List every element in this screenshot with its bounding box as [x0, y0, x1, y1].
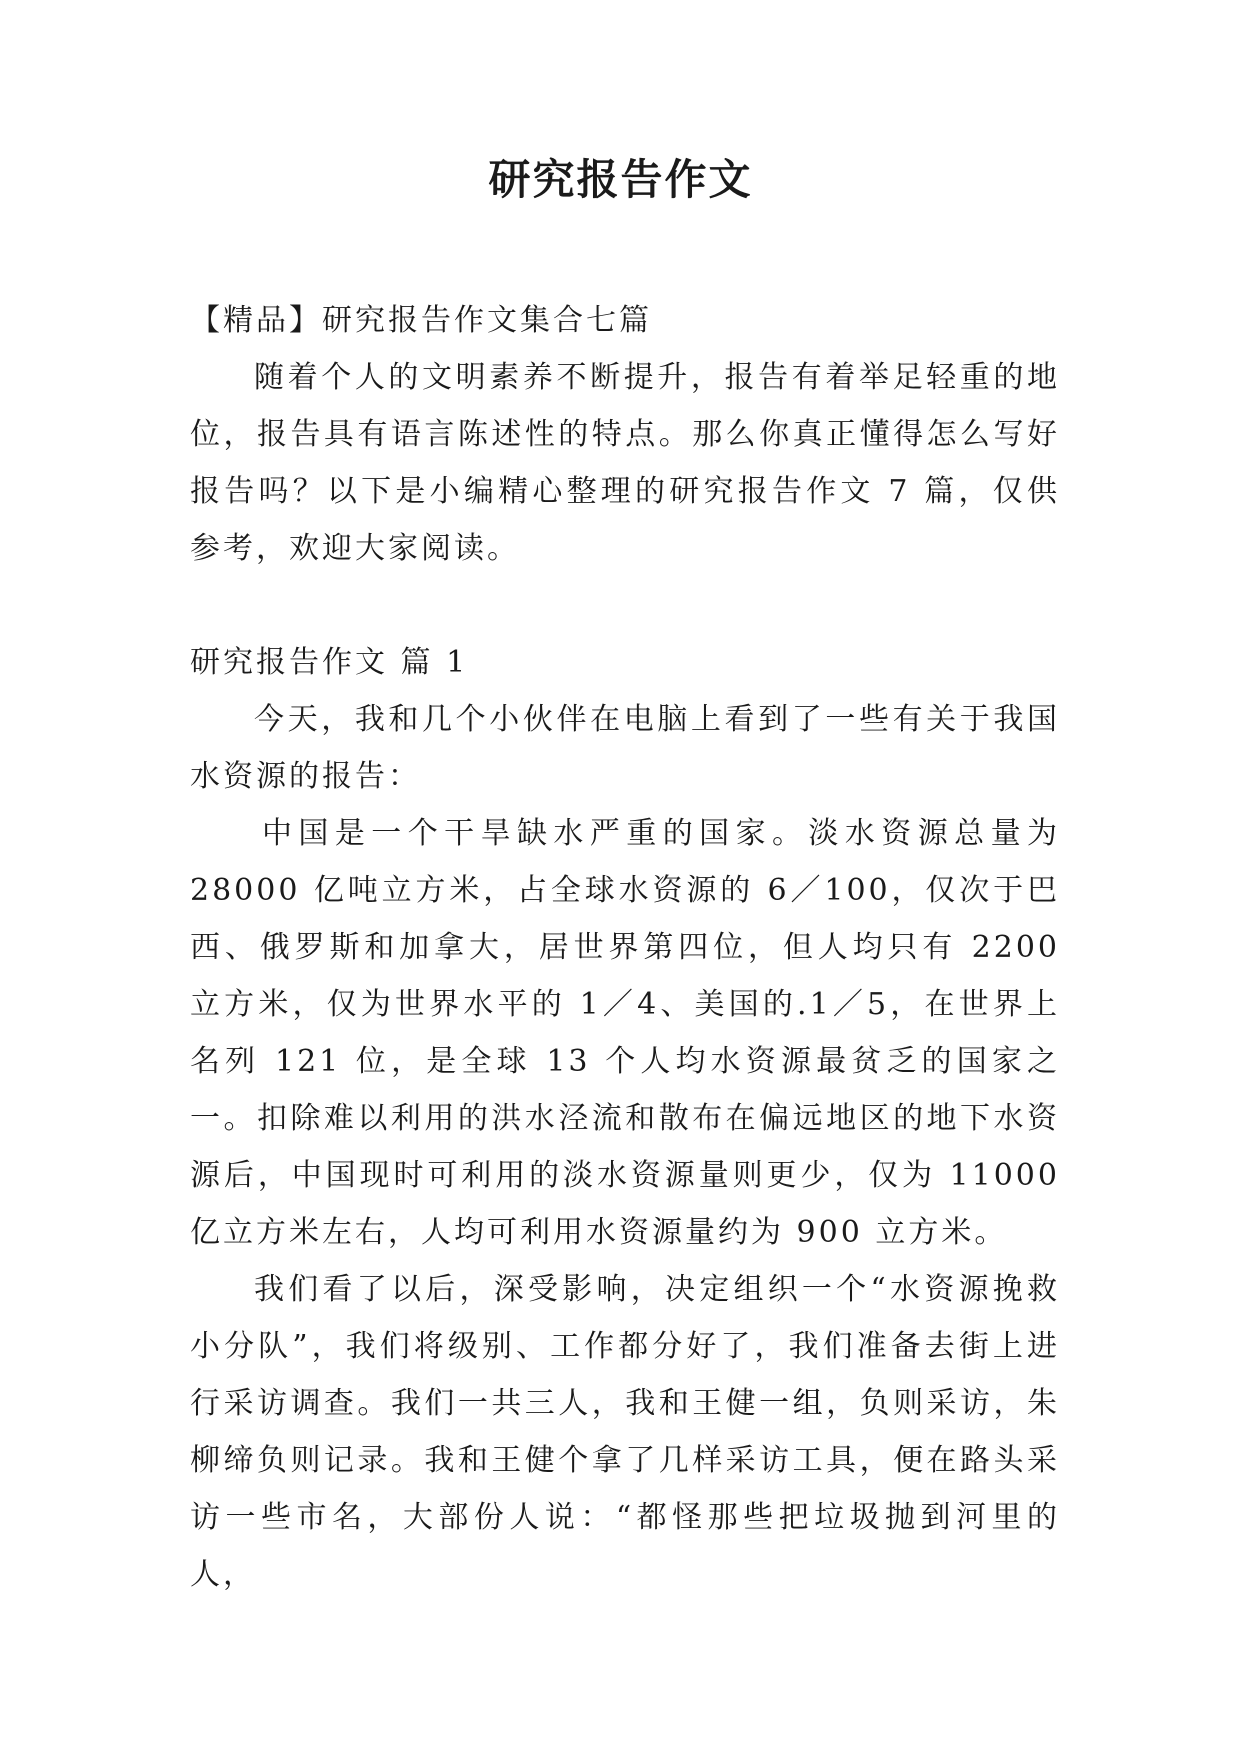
- document-subtitle: 【精品】研究报告作文集合七篇: [190, 303, 652, 338]
- section-heading: 研究报告作文 篇 1: [190, 645, 469, 680]
- body-paragraph: 中国是一个干旱缺水严重的国家。淡水资源总量为 28000 亿吨立方米，占全球水资源的 6／100，仅次于巴西、俄罗斯和加拿大，居世界第四位，但人均只有 2200 立方米，仅为世界水平的 1／4、美国的.1／5，在世界上名列 121 位，是全球 13 个人均水资源最贫乏的国家之一。扣除难以利用的洪水泾流和散布在偏远地区的地下水资源后，中国现时可利用的淡水资源量则更少，仅为 11000 亿立方米左右，人均可利用水资源量约为 900 立方米。: [190, 816, 1060, 1250]
- document-body: [190, 292, 1060, 1603]
- intro-paragraph: 随着个人的文明素养不断提升，报告有着举足轻重的地位，报告具有语言陈述性的特点。那么你真正懂得怎么写好报告吗？以下是小编精心整理的研究报告作文 7 篇，仅供参考，欢迎大家阅读。: [190, 360, 1060, 566]
- document-title: 研究报告作文: [488, 155, 753, 204]
- section-spacer: [190, 577, 1060, 634]
- body-paragraph: 我们看了以后，深受影响，决定组织一个“水资源挽救小分队”，我们将级别、工作都分好了，我们准备去街上进行采访调查。我们一共三人，我和王健一组，负则采访，朱柳缔负则记录。我和王健个拿了几样采访工具，便在路头采访一些市名，大部份人说：“都怪那些把垃圾抛到河里的人，: [190, 1272, 1060, 1592]
- body-paragraph: 今天，我和几个小伙伴在电脑上看到了一些有关于我国水资源的报告：: [190, 702, 1060, 794]
